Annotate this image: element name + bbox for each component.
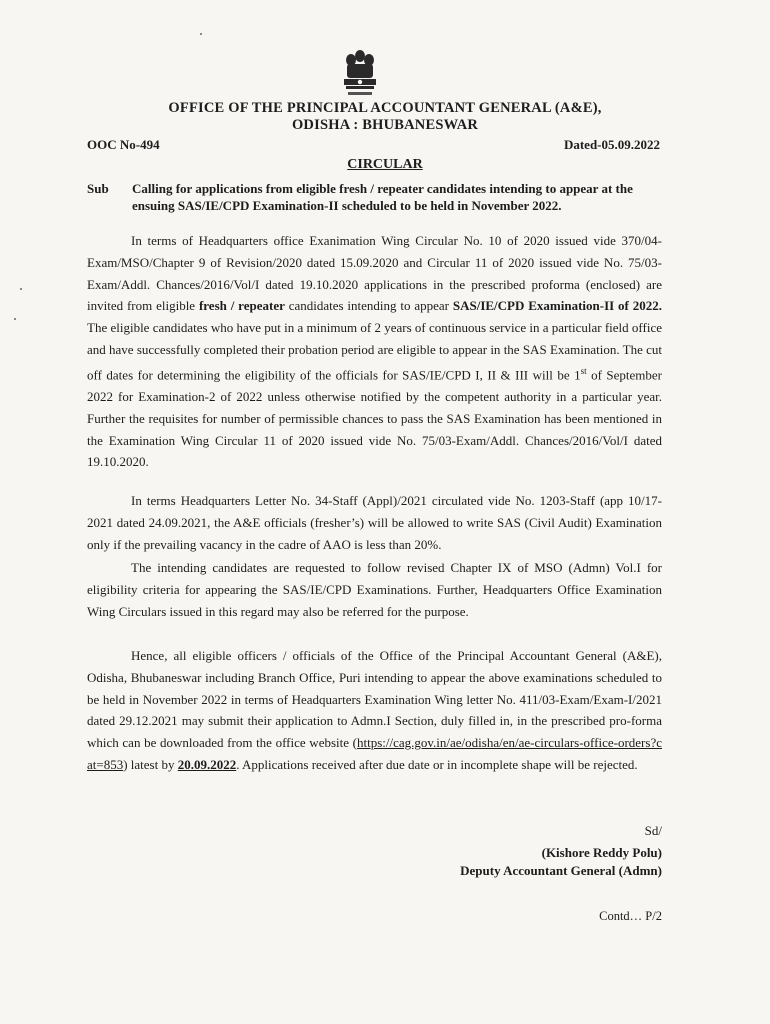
- signatory-name: (Kishore Reddy Polu): [541, 845, 662, 860]
- p4-text-c: . Applications received after due date or in incomplete shape will be rejected.: [236, 756, 638, 772]
- p1-text-a: In terms of Headquarters office Exanimation Wing Circular No. 10 of 2020 issued vide 370/04-Exam/MSO/Chapter 9 of Revision/2020 dated 15.09.2020 and Circular 11 of 2020 issued vide No. 75/03-Exam/Addl. Chances/2016/Vol/I dated 19.10.2020 applications in the prescribed proforma (enclosed) are invited from eligible: [87, 233, 662, 314]
- national-emblem-icon: [338, 46, 382, 104]
- scan-speck: [200, 33, 202, 35]
- p1-bold-fresh-repeater: fresh / repeater: [198, 298, 285, 314]
- p4-text-a: Hence, all eligible officers / officials of the Office of the Principal Accountant General (A&E), Odisha, Bhubaneswar including Branch Office, Puri intending to appear the above examinations scheduled to be held in November 2022 in terms of Headquarters Examination Wing letter No. 411/03-Exam/Exam-I/2021 dated 29.12.2021 may submit their application to Admn.I Section, duly filled in, in the prescribed pro-forma which can be downloaded from the office website (: [87, 648, 662, 751]
- paragraph-2: In terms Headquarters Letter No. 34-Staff (Appl)/2021 circulated vide No. 1203-Staff (app 10/17-2021 dated 24.09.2021, the A&E officials (fresher’s) will be allowed to write SAS (Civil Audit) Examination only if the prevailing vacancy in the cadre of AAO is less than 20%.: [87, 493, 662, 552]
- p1-bold-exam: SAS/IE/CPD Examination-II of 2022.: [452, 298, 662, 314]
- dated: Dated-05.09.2022: [563, 137, 660, 152]
- due-date: 20.09.2022: [177, 756, 237, 772]
- office-location: ODISHA : BHUBANESWAR: [291, 117, 479, 133]
- signatory-designation: Deputy Accountant General (Admn): [460, 863, 662, 878]
- subject-label: Sub: [87, 181, 109, 196]
- office-title: OFFICE OF THE PRINCIPAL ACCOUNTANT GENERAL (A&E),: [168, 100, 602, 116]
- p1-text-c: candidates intending to appear: [284, 298, 453, 314]
- scan-speck: [20, 288, 22, 290]
- scan-speck: [14, 318, 16, 320]
- paragraph-1: [87, 230, 662, 473]
- subject-text: Calling for applications from eligible fresh / repeater candidates intending to appear at the ensuing SAS/IE/CPD Examination-II scheduled to be held in November 2022.: [132, 181, 633, 213]
- paragraph-4: [87, 645, 662, 776]
- p1-text-e: The eligible candidates who have put in a minimum of 2 years of continuous service in a particular field office and have successfully completed their probation period are eligible to appear in the SAS Examination. The cut off dates for determining the eligibility of the officials for SAS/IE/CPD I, II & III will be 1: [87, 320, 662, 383]
- p1-text-g: of September 2022 for Examination-2 of 2022 unless otherwise notified by the competent authority in a particular year. Further the requisites for number of permissible chances to pass the SAS Examination has been mentioned in the Examination Wing Circular 11 of 2020 issued vide No. 75/03-Exam/Addl. Chances/2016/Vol/I dated 19.10.2020.: [87, 367, 662, 470]
- circular-title: CIRCULAR: [347, 157, 423, 172]
- ooc-number: OOC No-494: [87, 137, 160, 152]
- paragraph-3: The intending candidates are requested to follow revised Chapter IX of MSO (Admn) Vol.I for eligibility criteria for appearing the SAS/IE/CPD Examinations. Further, Headquarters Office Examination Wing Circulars issued in this regard may also be referred for the purpose.: [87, 560, 662, 619]
- p1-superscript: st: [580, 365, 587, 376]
- continued-note: Contd… P/2: [599, 909, 662, 923]
- signature-mark: Sd/: [644, 823, 662, 838]
- p4-text-b: ) latest by: [123, 756, 178, 772]
- office-website-link[interactable]: https://cag.gov.in/ae/odisha/en/ae-circulars-office-orders?cat=853: [87, 735, 662, 772]
